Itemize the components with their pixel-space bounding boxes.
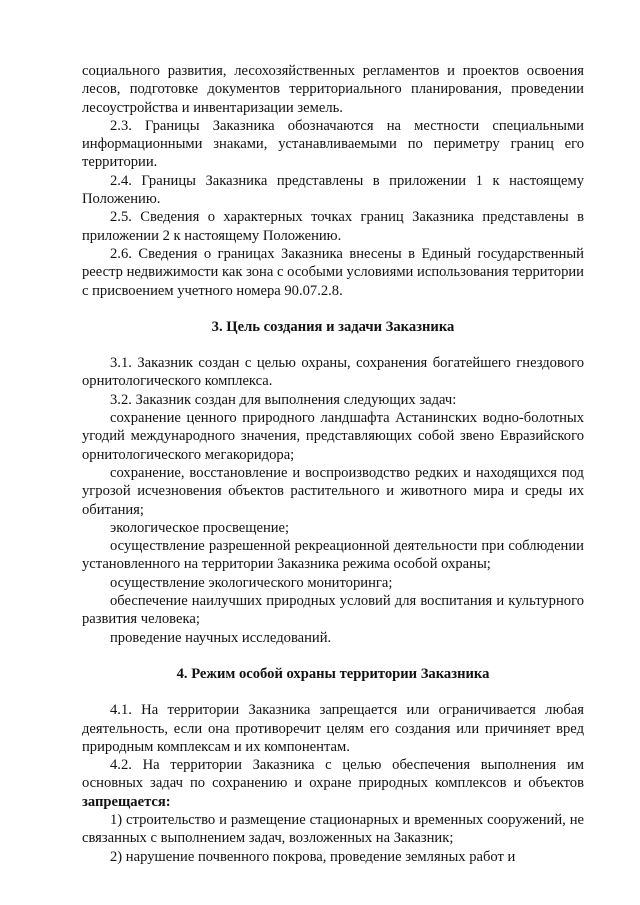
paragraph-2-3: 2.3. Границы Заказника обозначаются на местности специальными информационными знаками, устанавливаемыми по периметру границ его территории. [82,117,584,171]
section-3-heading: 3. Цель создания и задачи Заказника [211,318,455,335]
task-item: экологическое просвещение; [110,519,290,536]
task-item: сохранение ценного природного ландшафта Астанинских водно-болотных угодий международного значения, представляющих собой звено Евразийского орнитологического мегакоридора; [82,410,584,463]
paragraph-4-2-text: 4.2. На территории Заказника с целью обеспечения выполнения им основных задач по сохранению и охране природных комплексов и объектов [82,757,584,792]
task-item: осуществление разрешенной рекреационной деятельности при соблюдении установленного на территории Заказника режима особой охраны; [82,538,584,573]
paragraph-3-2: 3.2. Заказник создан для выполнения следующих задач: [110,391,457,408]
paragraph-2-6: 2.6. Сведения о границах Заказника внесены в Единый государственный реестр недвижимости как зона с особыми условиями использования территории с присвоением учетного номера 90.07.2.8. [82,245,584,299]
paragraph-2-5: 2.5. Сведения о характерных точках границ Заказника представлены в приложении 2 к настоящему Положению. [82,209,584,244]
paragraph-3-1: 3.1. Заказник создан с целью охраны, сохранения богатейшего гнездового орнитологического комплекса. [82,355,584,390]
paragraph-2-4: 2.4. Границы Заказника представлены в приложении 1 к настоящему Положению. [82,172,584,208]
prohibition-item-2: 2) нарушение почвенного покрова, проведение земляных работ и [110,848,516,865]
task-item: сохранение, восстановление и воспроизводство редких и находящихся под угрозой исчезновения объектов растительного и животного мира и среды их обитания; [82,464,584,518]
paragraph-4-1: 4.1. На территории Заказника запрещается или ограничивается любая деятельность, если она противоречит целям его создания или причиняет вред природным комплексам и их компонентам. [82,702,584,755]
paragraph-4-2-bold: запрещается [82,793,166,810]
task-item: проведение научных исследований. [110,629,332,646]
task-item: обеспечение наилучших природных условий для воспитания и культурного развития человека; [82,593,584,628]
prohibition-item-1: 1) строительство и размещение стационарных и временных сооружений, не связанных с выполнением задач, возложенных на Заказник; [82,811,584,847]
paragraph-4-2-colon: : [165,793,171,810]
task-item: осуществление экологического мониторинга; [110,574,393,591]
section-4-heading: 4. Режим особой охраны территории Заказника [176,665,490,682]
paragraph-continuation: социального развития, лесохозяйственных регламентов и проектов освоения лесов, подготовке документов территориального планирования, проведении лесоустройства и инвентаризации земель. [82,63,584,116]
paragraph-4-2 [82,756,584,811]
document-page [82,62,584,866]
